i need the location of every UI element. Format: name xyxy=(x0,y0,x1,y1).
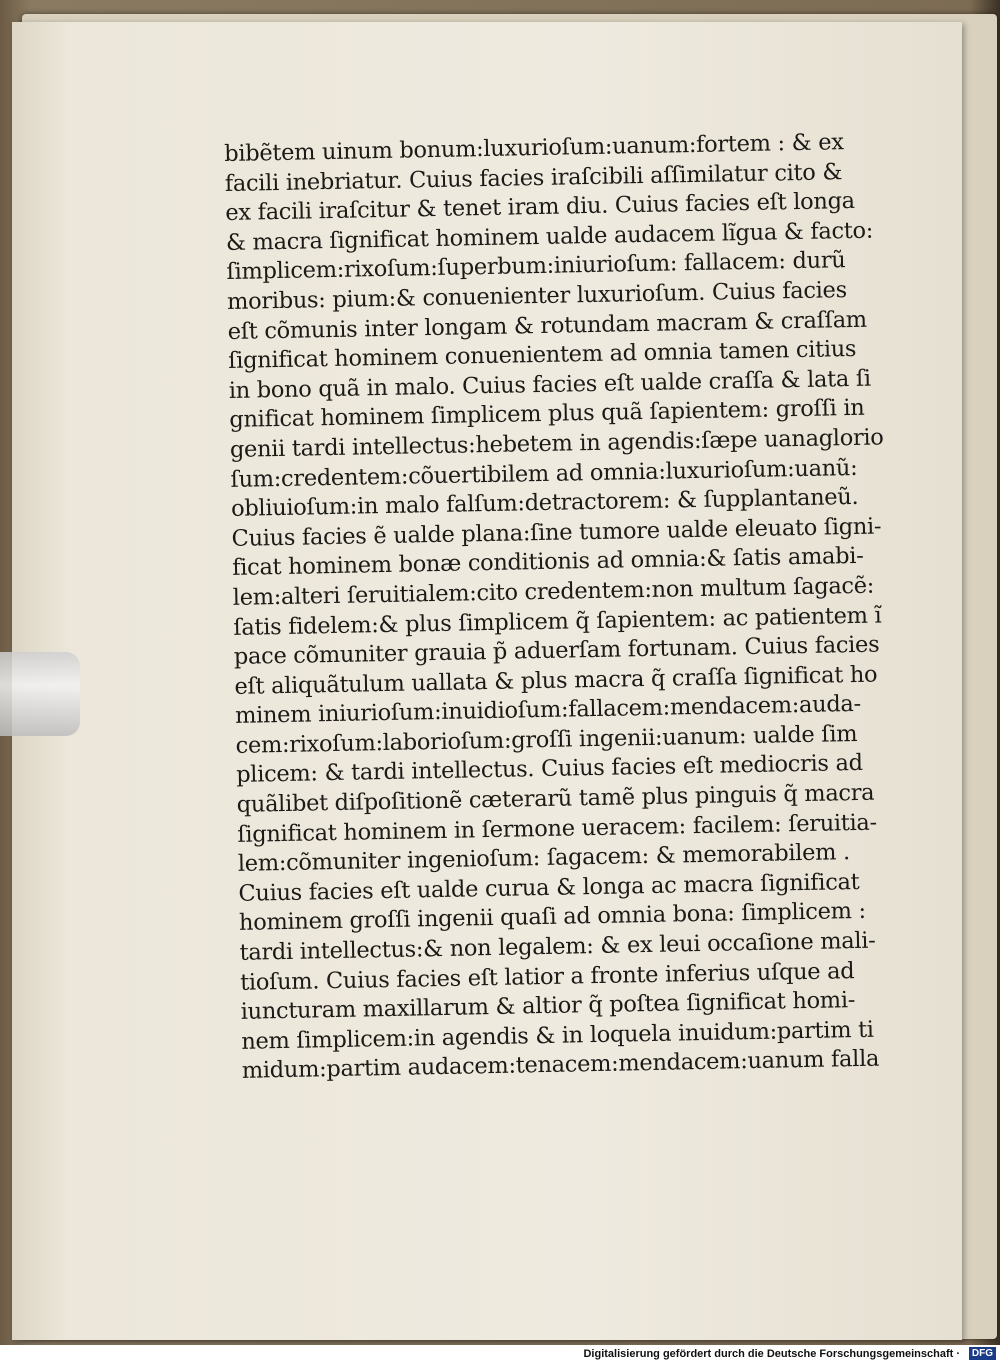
text-line: midum:partim audacem:tenacem:mendacem:uanum falla xyxy=(241,1046,880,1085)
dfg-logo: DFG xyxy=(969,1347,996,1360)
funding-credit: Digitalisierung gefördert durch die Deutsche Forschungsgemeinschaft · xyxy=(583,1348,960,1360)
text-line: ſum:credentem:cõuertibilem ad omnia:luxurioſum:uanũ: xyxy=(230,454,858,493)
text-line: in bono quã in malo. Cuius facies eſt ualde craſſa & lata ſi xyxy=(228,365,872,404)
text-line: cem:rixoſum:laborioſum:groſſi ingenii:uanum: ualde ſim xyxy=(235,720,858,759)
text-line: moribus: pium:& conuenienter luxurioſum. Cuius facies xyxy=(226,277,848,315)
text-line: Cuius facies eſt ualde curua & longa ac macra ſignificat xyxy=(238,868,860,907)
text-line: ſignificat hominem conuenientem ad omnia tamen citius xyxy=(227,336,857,375)
text-line: ex facili iraſcitur & tenet iram diu. Cuius facies eſt longa xyxy=(225,188,856,227)
text-line: ſimplicem:rixoſum:ſuperbum:iniurioſum: fallacem: durũ xyxy=(226,247,846,286)
text-line: eſt cõmunis inter longam & rotundam macram & craſſam xyxy=(227,306,868,345)
text-line: tioſum. Cuius facies eſt latior a fronte inferius uſque ad xyxy=(239,957,855,996)
text-line: ſatis fidelem:& plus ſimplicem q̃ ſapientem: ac patientem ĩ xyxy=(233,601,882,641)
text-line: hominem groſſi ingenii quaſi ad omnia bona: ſimplicem : xyxy=(238,898,867,937)
page-text xyxy=(224,127,902,1086)
text-line: lem:alteri ſeruitialem:cito credentem:non multum ſagacẽ: xyxy=(232,572,875,611)
text-line: iuncturam maxillarum & altior q̃ poſtea ſignificat homi- xyxy=(240,987,856,1026)
text-line: eſt aliquãtulum uallata & plus macra q̃ craſſa ſignificat ho xyxy=(234,661,878,700)
footer-bar xyxy=(0,1345,1000,1365)
text-line: lem:cõmuniter ingenioſum: ſagacem: & memorabilem . xyxy=(237,839,851,878)
text-line: quãlibet diſpoſitionẽ cæterarũ tamẽ plus pinguis q̃ macra xyxy=(236,779,875,818)
text-line: ſignificat hominem in ſermone ueracem: facilem: ſeruitia- xyxy=(237,809,878,848)
page-clip xyxy=(0,652,80,736)
text-line: nem ſimplicem:in agendis & in loquela inuidum:partim ti xyxy=(241,1016,874,1055)
text-line: bibẽtem uinum bonum:luxurioſum:uanum:fortem : & ex xyxy=(224,129,844,167)
text-line: facili inebriatur. Cuius facies iraſcibili aſſimilatur cito & xyxy=(224,158,843,197)
text-line: pace cõmuniter grauia p̃ aduerſam fortunam. Cuius facies xyxy=(233,631,880,670)
text-line: obliuioſum:in malo falſum:detractorem: & ſupplantaneũ. xyxy=(230,484,859,523)
text-line: plicem: & tardi intellectus. Cuius facies eſt mediocris ad xyxy=(235,750,863,789)
text-line: minem iniurioſum:inuidioſum:fallacem:mendacem:auda- xyxy=(234,691,862,730)
text-line: ficat hominem bonæ conditionis ad omnia:& ſatis amabi- xyxy=(231,543,864,582)
text-line: & macra ſignificat hominem ualde audacem lĩgua & facto: xyxy=(225,217,874,256)
text-line: gnificat hominem ſimplicem plus quã ſapientem: groſſi in xyxy=(229,395,865,434)
text-line: Cuius facies ẽ ualde plana:ſine tumore ualde eleuato ſigni- xyxy=(231,513,882,552)
text-line: tardi intellectus:& non legalem: & ex leui occaſione mali- xyxy=(239,927,876,966)
text-line: genii tardi intellectus:hebetem in agendis:ſæpe uanaglorio xyxy=(229,424,884,463)
